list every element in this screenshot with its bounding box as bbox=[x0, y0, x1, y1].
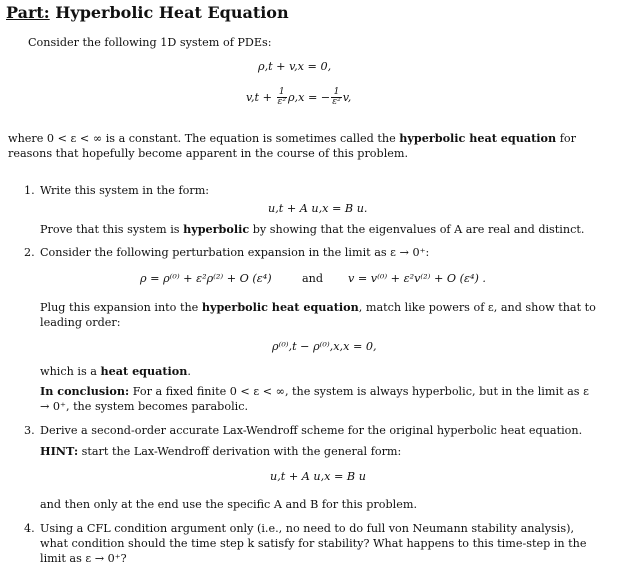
eq2-mid: ρ,x = − bbox=[287, 90, 331, 104]
title-text: Hyperbolic Heat Equation bbox=[49, 3, 289, 22]
item-2-text: Plug this expansion into the hyperbolic heat equation, match like powers of ε, and show that to leading order: bbox=[40, 300, 596, 329]
item-2-expansion-v: v = v⁽⁰⁾ + ε²v⁽²⁾ + O (ε⁴) . bbox=[348, 272, 486, 285]
item-4-number: 4. bbox=[24, 522, 35, 535]
term-hyperbolic-heat: hyperbolic heat equation bbox=[399, 131, 557, 145]
where-paragraph: where 0 < ε < ∞ is a constant. The equation is sometimes called the hyperbolic heat equation for reasons that hopefully become apparent in the course of this problem. bbox=[8, 131, 576, 160]
item-3-hint: HINT: start the Lax-Wendroff derivation with the general form: bbox=[40, 444, 402, 458]
intro-text: Consider the following 1D system of PDEs: bbox=[28, 36, 272, 49]
item-2-and: and bbox=[302, 272, 324, 285]
item-3-number: 3. bbox=[24, 424, 35, 437]
item-1-lead: Write this system in the form: bbox=[40, 184, 210, 197]
eq2-left: v,t + bbox=[246, 90, 276, 104]
title-part-label: Part: bbox=[6, 3, 50, 22]
item-1-equation: u,t + A u,x = B u. bbox=[268, 202, 368, 215]
item-2-which: which is a heat equation. bbox=[40, 364, 191, 378]
item-2-conclusion: In conclusion: For a fixed finite 0 < ε < ∞, the system is always hyperbolic, but in the limit as ε → 0⁺, the system becomes parabolic. bbox=[40, 384, 589, 413]
item-3-after: and then only at the end use the specific A and B for this problem. bbox=[40, 498, 417, 511]
item-2-heat-equation: ρ⁽⁰⁾,t − ρ⁽⁰⁾,x,x = 0, bbox=[272, 340, 377, 353]
eq2-right: v, bbox=[342, 90, 352, 104]
item-4-text: Using a CFL condition argument only (i.e., no need to do full von Neumann stability analysis), what condition should the time step k satisfy for stability? What happens to this time-step in the limit as ε → 0⁺? bbox=[40, 522, 587, 565]
eq2-fraction-1: $\frac{1}{\text{ε²}}$ bbox=[277, 87, 286, 108]
item-2-expansion-rho: ρ = ρ⁽⁰⁾ + ε²ρ⁽²⁾ + O (ε⁴) bbox=[140, 272, 272, 285]
item-2-number: 2. bbox=[24, 246, 35, 259]
eq2-fraction-2: $\frac{1}{\text{ε²}}$ bbox=[332, 87, 341, 108]
item-3-equation: u,t + A u,x = B u bbox=[270, 470, 366, 483]
equation-momentum bbox=[246, 88, 351, 108]
equation-continuity: ρ,t + v,x = 0, bbox=[258, 60, 332, 73]
item-1-text: Prove that this system is hyperbolic by showing that the eigenvalues of A are real and distinct. bbox=[40, 222, 585, 236]
page-title bbox=[6, 2, 289, 23]
item-2-lead: Consider the following perturbation expansion in the limit as ε → 0⁺: bbox=[40, 246, 430, 259]
item-3-lead: Derive a second-order accurate Lax-Wendroff scheme for the original hyperbolic heat equation. bbox=[40, 424, 583, 437]
item-1-number: 1. bbox=[24, 184, 35, 197]
